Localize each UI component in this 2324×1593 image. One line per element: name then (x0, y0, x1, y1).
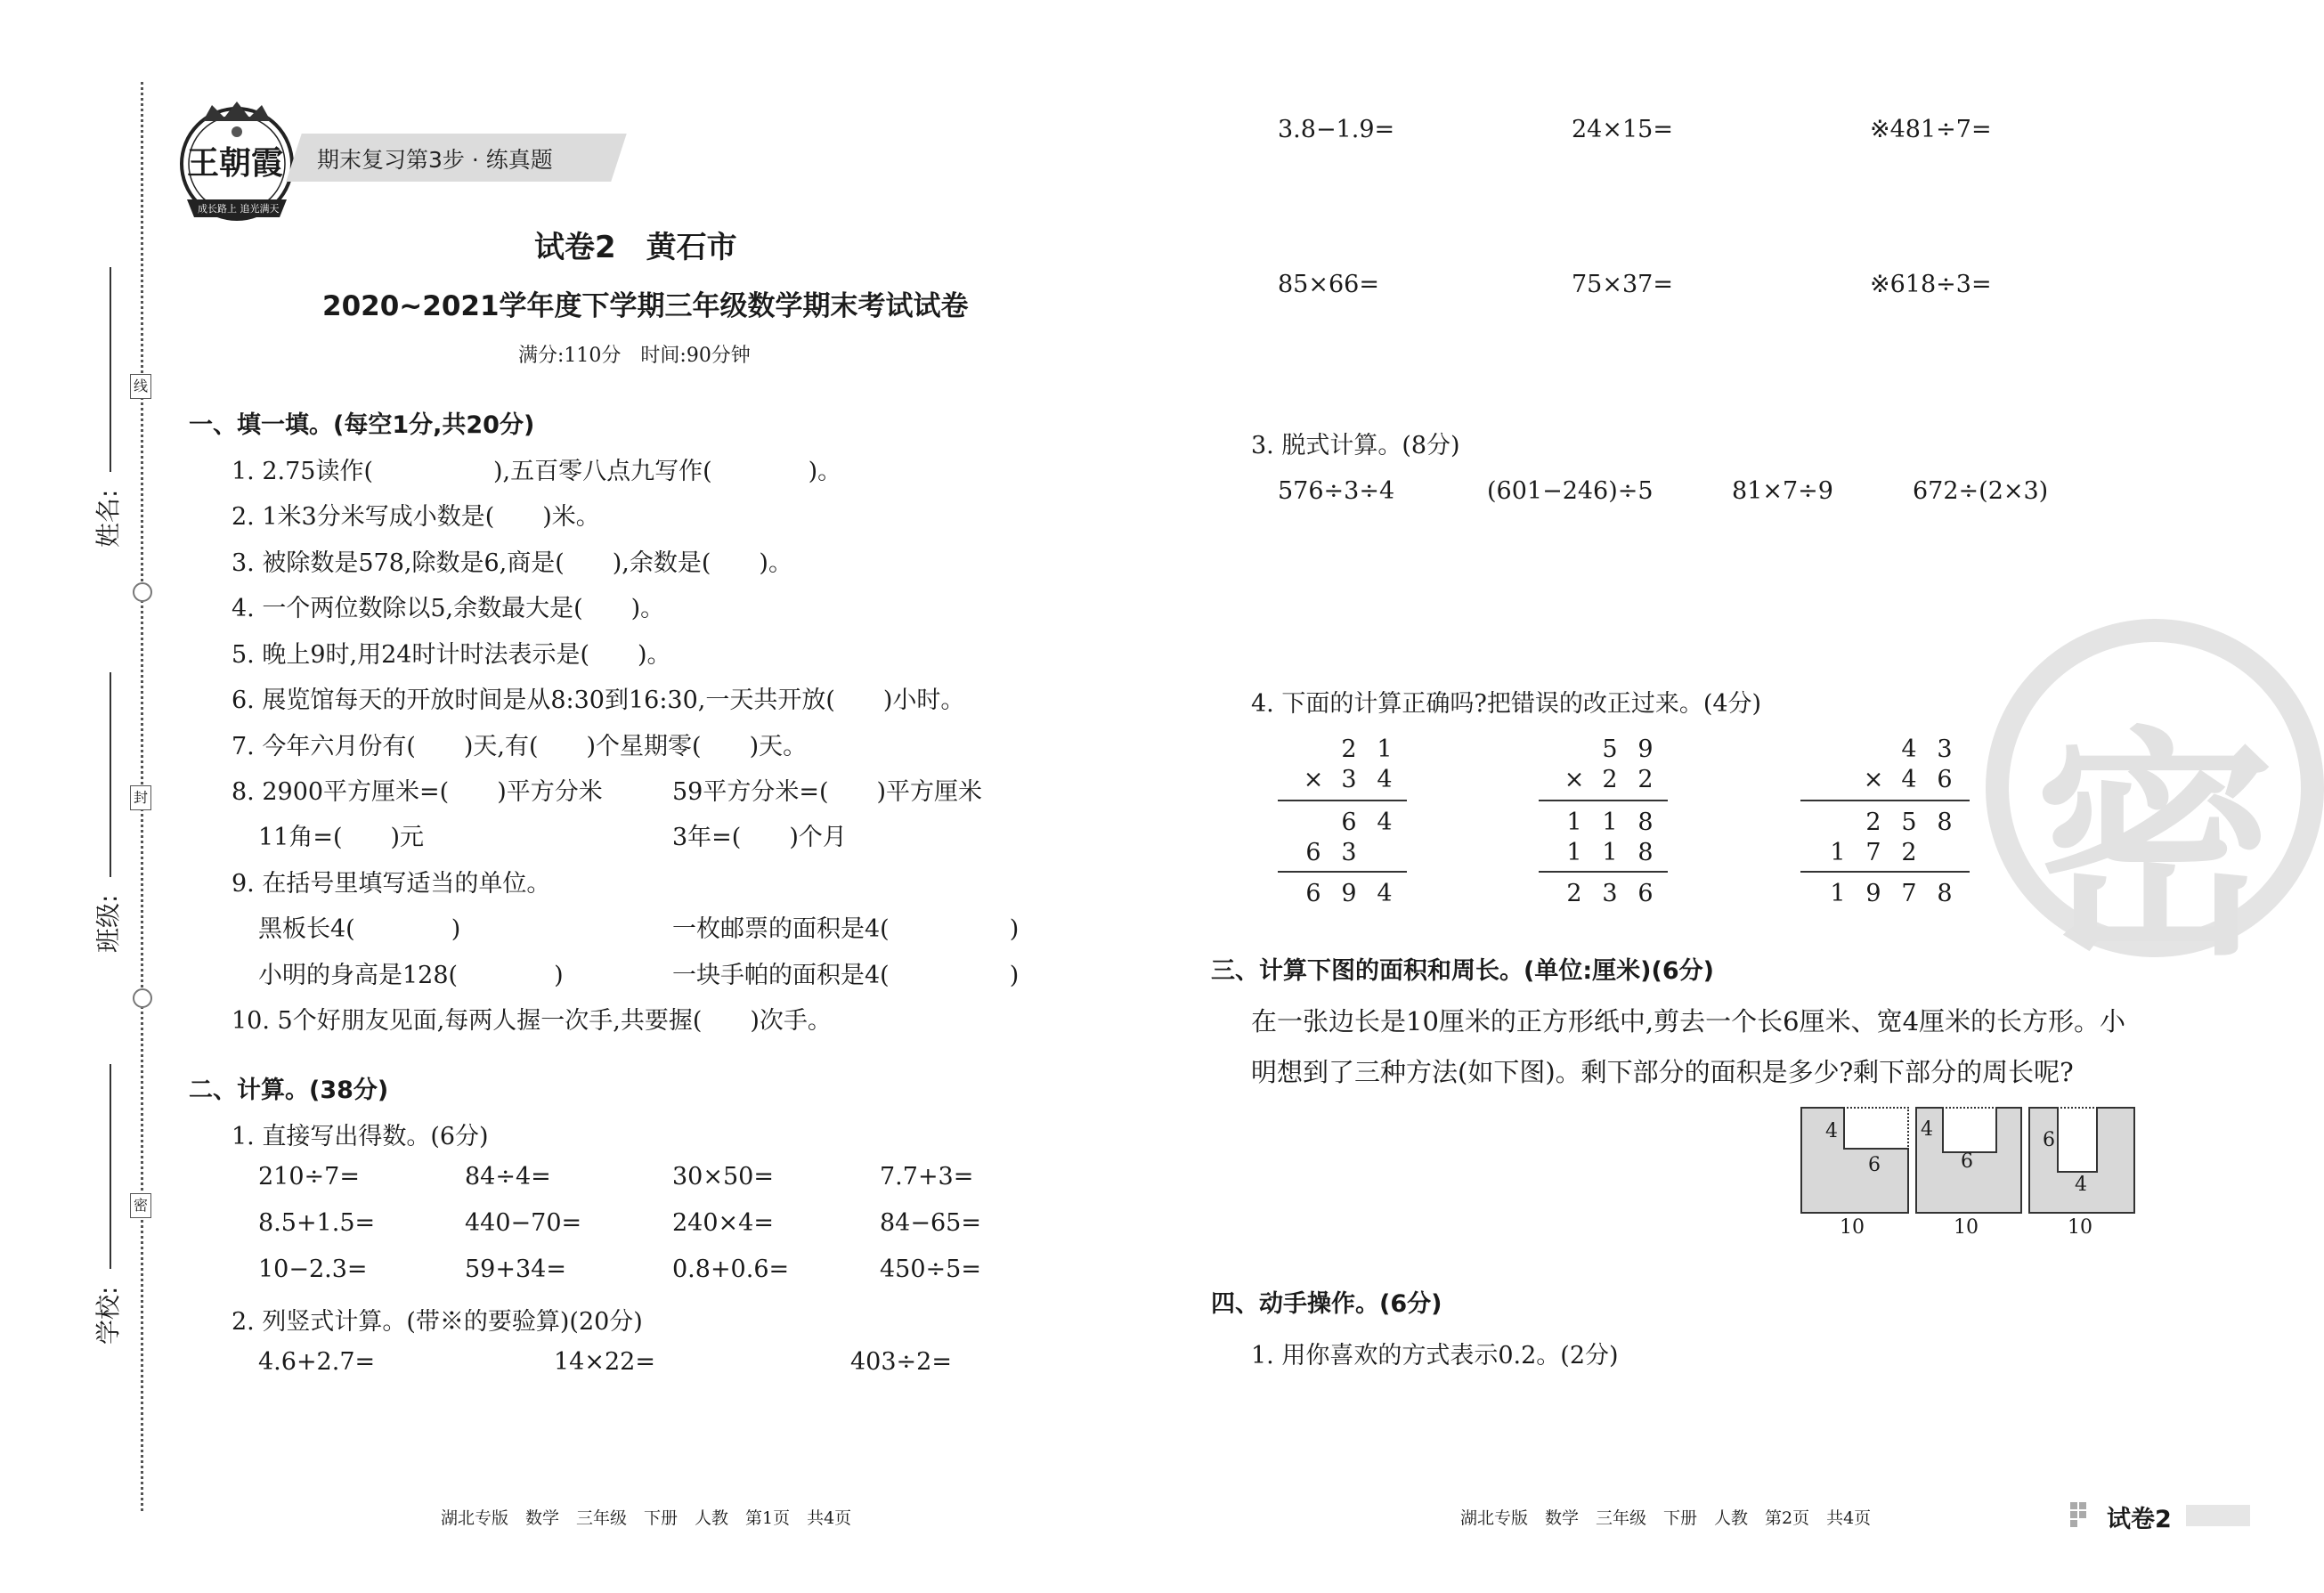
oral-calc: 240×4= (672, 1209, 774, 1237)
fig2-bottom-label: 10 (1954, 1216, 1979, 1239)
s1-item-9-lead: 9. 在括号里填写适当的单位。 (232, 870, 551, 898)
vertical-calc: 403÷2= (850, 1348, 952, 1376)
fig2-side-label: 4 (1921, 1118, 1933, 1141)
oral-calc: 10−2.3= (258, 1256, 368, 1283)
oral-calc: 440−70= (465, 1209, 582, 1237)
stepwise-calc: 81×7÷9 (1732, 477, 1833, 505)
s1-item-10: 10. 5个好朋友见面,每两人握一次手,共要握( )次手。 (232, 1007, 832, 1035)
banner-text: 期末复习第3步 · 练真题 (317, 147, 553, 173)
s3-text-line-1: 在一张边长是10厘米的正方形纸中,剪去一个长6厘米、宽4厘米的长方形。小 (1251, 1006, 2126, 1036)
watermark-glyph: 密 (2035, 707, 2275, 987)
oral-calc: 59+34= (465, 1256, 566, 1283)
s2-q4-label: 4. 下面的计算正确吗?把错误的改正过来。(4分) (1251, 690, 1762, 718)
seal-mark-feng: 封 (130, 785, 151, 810)
s2-q3-label: 3. 脱式计算。(8分) (1251, 432, 1460, 459)
s1-item-1: 1. 2.75读作( ),五百零八点九写作( )。 (232, 458, 842, 485)
vertical-calc: 14×22= (554, 1348, 655, 1376)
school-label: 学校: (93, 1286, 123, 1345)
check-calc-2: 5 9 × 2 2 1 1 8 1 1 8 2 3 6 (1539, 736, 1668, 914)
brand-tagline: 成长路上 追光满天 (198, 203, 280, 215)
oral-calc: 30×50= (672, 1163, 774, 1191)
vertical-calc: 24×15= (1572, 116, 1673, 143)
s1-item-8c: 11角=( )元 (258, 824, 425, 851)
vertical-calc: 3.8−1.9= (1278, 116, 1395, 143)
section-3-heading: 三、计算下图的面积和周长。(单位:厘米)(6分) (1211, 957, 1714, 985)
page-subtitle: 2020~2021学年度下学期三年级数学期末考试试卷 (322, 290, 969, 322)
s1-item-8b: 59平方分米=( )平方厘米 (672, 778, 983, 806)
oral-calc: 8.5+1.5= (258, 1209, 376, 1237)
fig1-bottom-label: 10 (1840, 1216, 1865, 1239)
section-2-heading: 二、计算。(38分) (189, 1077, 389, 1104)
fig1-side-label: 4 (1825, 1120, 1838, 1142)
s1-item-7: 7. 今年六月份有( )天,有( )个星期零( )天。 (232, 733, 808, 760)
s1-item-9c: 小明的身高是128( ) (258, 962, 564, 989)
stepwise-calc: 672÷(2×3) (1913, 477, 2049, 505)
vertical-calc: 75×37= (1572, 271, 1673, 298)
name-blank-line[interactable] (110, 267, 111, 472)
vertical-calc: 4.6+2.7= (258, 1348, 376, 1376)
s1-item-5: 5. 晚上9时,用24时计时法表示是( )。 (232, 641, 671, 669)
s1-item-8a: 8. 2900平方厘米=( )平方分米 (232, 778, 603, 806)
seal-circle-2 (133, 988, 152, 1008)
fig1-inner-label: 6 (1868, 1154, 1881, 1176)
stepwise-calc: 576÷3÷4 (1278, 477, 1395, 505)
s1-item-2: 2. 1米3分米写成小数是( )米。 (232, 503, 600, 531)
fig2-inner-label: 6 (1961, 1150, 1973, 1173)
footer-grid-icon (2070, 1502, 2095, 1527)
s1-item-3: 3. 被除数是578,除数是6,商是( ),余数是( )。 (232, 549, 792, 577)
footer-left: 湖北专版 数学 三年级 下册 人教 第1页 共4页 (441, 1508, 852, 1528)
s1-item-8d: 3年=( )个月 (672, 824, 847, 851)
stepwise-calc: (601−246)÷5 (1487, 477, 1654, 505)
oral-calc: 84÷4= (465, 1163, 551, 1191)
school-blank-line[interactable] (110, 1064, 111, 1269)
seal-circle-1 (133, 582, 152, 602)
figure-square-1 (1800, 1107, 1909, 1214)
s4-q1: 1. 用你喜欢的方式表示0.2。(2分) (1251, 1342, 1619, 1369)
vertical-calc: ※618÷3= (1870, 271, 1992, 298)
section-4-heading: 四、动手操作。(6分) (1211, 1290, 1442, 1318)
figure-square-3 (2028, 1107, 2135, 1214)
check-calc-1: 2 1 × 3 4 6 4 6 3 6 9 4 (1278, 736, 1407, 914)
section-1-heading: 一、填一填。(每空1分,共20分) (189, 411, 535, 439)
fig3-inner-label: 4 (2075, 1174, 2087, 1196)
oral-calc: 7.7+3= (880, 1163, 974, 1191)
oral-calc: 0.8+0.6= (672, 1256, 790, 1283)
page-title: 试卷2 黄石市 (534, 230, 737, 265)
vertical-calc: ※481÷7= (1870, 116, 1992, 143)
seal-mark-xian: 线 (130, 374, 151, 399)
s2-q2-label: 2. 列竖式计算。(带※的要验算)(20分) (232, 1308, 643, 1336)
s2-q1-label: 1. 直接写出得数。(6分) (232, 1123, 489, 1150)
seal-mark-mi: 密 (130, 1193, 151, 1218)
s1-item-9d: 一块手帕的面积是4( ) (672, 962, 1020, 989)
fig3-side-label: 6 (2043, 1129, 2055, 1151)
oral-calc: 210÷7= (258, 1163, 360, 1191)
oral-calc: 84−65= (880, 1209, 981, 1237)
vertical-calc: 85×66= (1278, 271, 1379, 298)
class-blank-line[interactable] (110, 672, 111, 877)
s1-item-4: 4. 一个两位数除以5,余数最大是( )。 (232, 595, 665, 622)
footer-tag-bar (2186, 1505, 2250, 1526)
name-label: 姓名: (93, 489, 123, 548)
fig3-bottom-label: 10 (2068, 1216, 2092, 1239)
s1-item-9a: 黑板长4( ) (258, 915, 461, 943)
s3-text-line-2: 明想到了三种方法(如下图)。剩下部分的面积是多少?剩下部分的周长呢? (1251, 1057, 2074, 1087)
brand-name: 王朝霞 (187, 144, 284, 182)
s1-item-6: 6. 展览馆每天的开放时间是从8:30到16:30,一天共开放( )小时。 (232, 687, 965, 714)
footer-tag: 试卷2 (2107, 1506, 2172, 1533)
footer-right: 湖北专版 数学 三年级 下册 人教 第2页 共4页 (1460, 1508, 1872, 1528)
score-time-meta: 满分:110分 时间:90分钟 (518, 345, 751, 367)
class-label: 班级: (93, 894, 123, 953)
check-calc-3: 4 3 × 4 6 2 5 8 1 7 2 1 9 7 8 (1800, 736, 1970, 914)
s1-item-9b: 一枚邮票的面积是4( ) (672, 915, 1020, 943)
oral-calc: 450÷5= (880, 1256, 981, 1283)
